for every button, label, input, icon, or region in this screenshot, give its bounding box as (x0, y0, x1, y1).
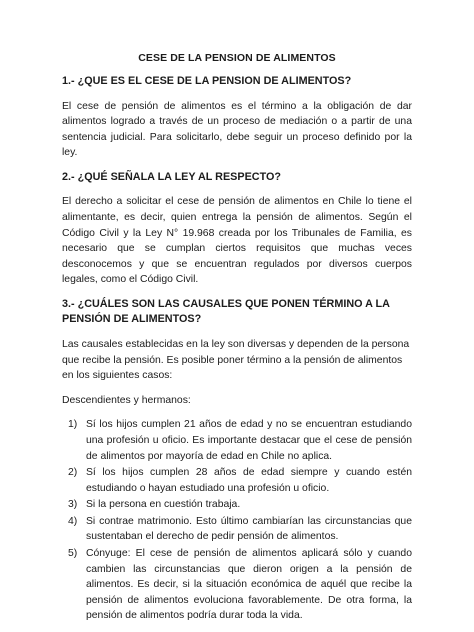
section-1-paragraph: El cese de pensión de alimentos es el término a la obligación de dar alimentos logrado a través de un proceso de mediación o a partir de una sentencia judicial. Para solicitarlo, debe seguir un proceso definido por la ley. (62, 100, 412, 159)
list-item-text: Si contrae matrimonio. Esto último cambiarían las circunstancias que sustentaban el derecho de pedir pensión de alimentos. (86, 515, 412, 543)
section-3-heading: 3.- ¿CUÁLES SON LAS CAUSALES QUE PONEN TÉRMINO A LA PENSIÓN DE ALIMENTOS? (62, 297, 390, 326)
section-2-heading: 2.- ¿QUÉ SEÑALA LA LEY AL RESPECTO? (62, 170, 281, 183)
document-title: CESE DE LA PENSION DE ALIMENTOS (138, 52, 336, 64)
list-item (62, 497, 412, 513)
list-item (62, 417, 412, 464)
list-item (62, 514, 412, 545)
list-item-number: 3) (68, 499, 78, 511)
section-3-subheading: Descendientes y hermanos: (62, 394, 191, 406)
list-item-text: Si la persona en cuestión trabaja. (86, 499, 241, 511)
section-2-paragraph: El derecho a solicitar el cese de pensión de alimentos en Chile lo tiene el alimentante, es decir, quien entrega la pensión de alimentos. Según el Código Civil y la Ley N° 19.968 creada por los Tribunales de Familia, es necesario que se cumplan ciertos requisitos que muchas veces desconocemos y que se encuentran regulados por diversos cuerpos legales, como el Código Civil. (62, 196, 412, 286)
section-1-heading: 1.- ¿QUE ES EL CESE DE LA PENSION DE ALIMENTOS? (62, 75, 352, 87)
list-item-number: 2) (68, 467, 78, 479)
list-item-text: Cónyuge: El cese de pensión de alimentos aplicará sólo y cuando cambien las circunstancias que dieron origen a la pensión de alimentos. Es decir, si la situación económica de aquél que recibe la pensión de alimentos evoluciona favorablemente. De otra forma, la pensión de alimentos podría durar toda la vida. (86, 548, 412, 622)
list-item-text: Sí los hijos cumplen 21 años de edad y no se encuentran estudiando una profesión u oficio. Es importante destacar que el cese de pensión de alimentos por mayoría de edad en Chile no aplica. (86, 419, 412, 462)
list-item (62, 465, 412, 496)
list-item-number: 1) (68, 419, 78, 431)
causales-list (62, 417, 412, 624)
list-item (62, 546, 412, 624)
section-3-paragraph: Las causales establecidas en la ley son diversas y dependen de la persona que recibe la pensión. Es posible poner término a la pensión de alimentos en los siguientes casos: (62, 338, 410, 382)
list-item-text: Sí los hijos cumplen 28 años de edad siempre y cuando estén estudiando o hayan estudiado una profesión u oficio. (86, 467, 412, 494)
list-item-number: 4) (68, 515, 78, 527)
list-item-number: 5) (68, 548, 78, 560)
